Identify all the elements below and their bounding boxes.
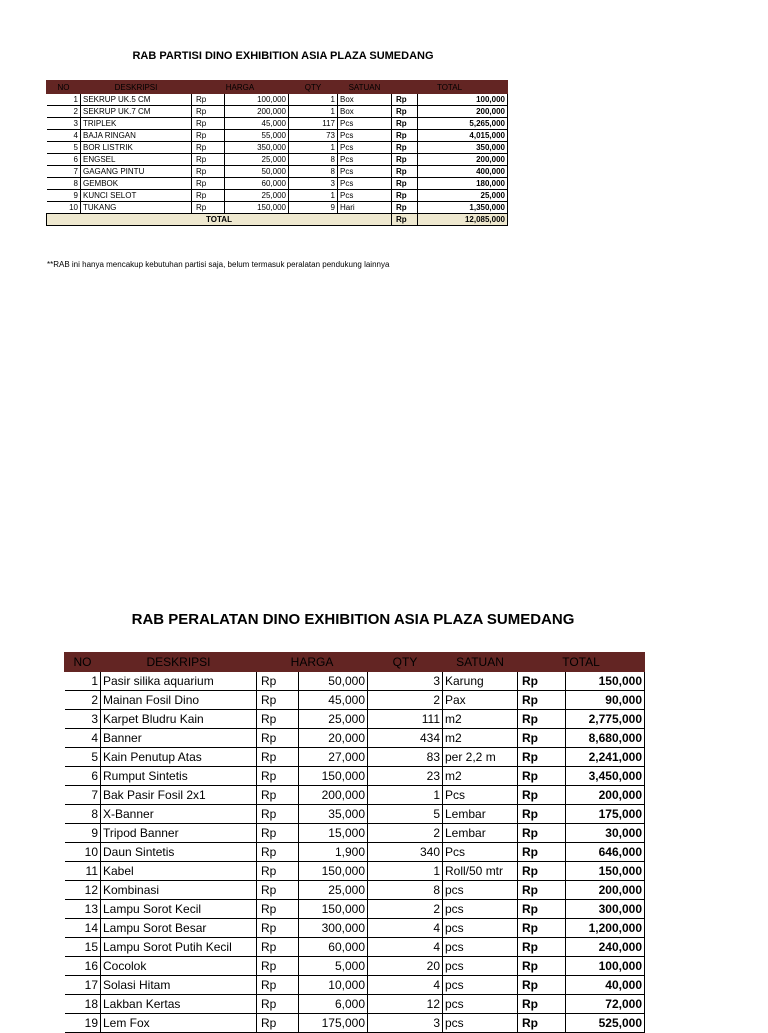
- price-currency: Rp: [192, 202, 225, 214]
- item-qty: 8: [368, 881, 443, 900]
- item-price: 50,000: [225, 166, 289, 178]
- table-row: [65, 691, 645, 710]
- item-price: 50,000: [299, 672, 368, 691]
- item-price: 6,000: [299, 995, 368, 1014]
- partisi-title: RAB PARTISI DINO EXHIBITION ASIA PLAZA SUMEDANG: [132, 50, 434, 62]
- item-total: 5,265,000: [418, 118, 508, 130]
- item-description: Daun Sintetis: [101, 843, 257, 862]
- price-currency: Rp: [257, 862, 299, 881]
- item-description: Rumput Sintetis: [101, 767, 257, 786]
- item-price: 25,000: [299, 881, 368, 900]
- total-currency: Rp: [518, 938, 566, 957]
- header-no: NO: [47, 81, 81, 94]
- price-currency: Rp: [257, 691, 299, 710]
- item-no: 2: [47, 106, 81, 118]
- item-qty: 2: [368, 691, 443, 710]
- total-currency: Rp: [518, 862, 566, 881]
- item-qty: 3: [289, 178, 338, 190]
- table-row: [65, 900, 645, 919]
- item-qty: 4: [368, 976, 443, 995]
- total-currency: Rp: [518, 976, 566, 995]
- item-unit: pcs: [443, 976, 518, 995]
- item-no: 10: [47, 202, 81, 214]
- item-no: 1: [47, 94, 81, 106]
- item-qty: 3: [368, 1014, 443, 1033]
- item-price: 200,000: [225, 106, 289, 118]
- item-unit: Lembar: [443, 805, 518, 824]
- item-price: 200,000: [299, 786, 368, 805]
- partisi-table-body: [47, 94, 508, 214]
- price-currency: Rp: [257, 919, 299, 938]
- item-description: BAJA RINGAN: [81, 130, 192, 142]
- item-total: 1,350,000: [418, 202, 508, 214]
- price-currency: Rp: [192, 130, 225, 142]
- price-currency: Rp: [257, 748, 299, 767]
- partisi-note: **RAB ini hanya mencakup kebutuhan partisi saja, belum termasuk peralatan pendukung lainnya: [47, 260, 390, 269]
- total-currency: Rp: [518, 786, 566, 805]
- item-total: 8,680,000: [566, 729, 645, 748]
- table-row: [65, 957, 645, 976]
- item-price: 1,900: [299, 843, 368, 862]
- item-no: 3: [65, 710, 101, 729]
- item-price: 35,000: [299, 805, 368, 824]
- price-currency: Rp: [192, 106, 225, 118]
- item-price: 55,000: [225, 130, 289, 142]
- item-total: 200,000: [418, 106, 508, 118]
- table-row: [65, 881, 645, 900]
- peralatan-header-row: [65, 653, 645, 672]
- price-currency: Rp: [192, 118, 225, 130]
- item-price: 150,000: [299, 767, 368, 786]
- item-unit: Pax: [443, 691, 518, 710]
- table-row: [47, 166, 508, 178]
- peralatan-table: [64, 652, 645, 1033]
- total-currency: Rp: [392, 178, 418, 190]
- item-description: Kain Penutup Atas: [101, 748, 257, 767]
- price-currency: Rp: [192, 190, 225, 202]
- item-total: 200,000: [566, 786, 645, 805]
- item-unit: pcs: [443, 881, 518, 900]
- total-currency: Rp: [518, 995, 566, 1014]
- item-unit: Box: [338, 94, 392, 106]
- item-description: Tripod Banner: [101, 824, 257, 843]
- item-no: 14: [65, 919, 101, 938]
- item-no: 19: [65, 1014, 101, 1033]
- item-no: 3: [47, 118, 81, 130]
- item-price: 60,000: [225, 178, 289, 190]
- item-no: 5: [47, 142, 81, 154]
- header-harga: HARGA: [257, 653, 368, 672]
- item-price: 300,000: [299, 919, 368, 938]
- item-description: Kabel: [101, 862, 257, 881]
- price-currency: Rp: [192, 142, 225, 154]
- item-unit: Pcs: [443, 843, 518, 862]
- total-currency: Rp: [392, 166, 418, 178]
- item-no: 9: [47, 190, 81, 202]
- item-total: 400,000: [418, 166, 508, 178]
- item-description: GEMBOK: [81, 178, 192, 190]
- peralatan-title: RAB PERALATAN DINO EXHIBITION ASIA PLAZA SUMEDANG: [131, 611, 575, 628]
- item-price: 45,000: [299, 691, 368, 710]
- total-currency: Rp: [518, 957, 566, 976]
- item-qty: 3: [368, 672, 443, 691]
- item-qty: 1: [289, 190, 338, 202]
- item-qty: 111: [368, 710, 443, 729]
- item-total: 100,000: [418, 94, 508, 106]
- item-total: 72,000: [566, 995, 645, 1014]
- item-unit: Hari: [338, 202, 392, 214]
- partisi-header-row: [47, 81, 508, 94]
- item-price: 150,000: [225, 202, 289, 214]
- item-no: 6: [47, 154, 81, 166]
- item-description: Mainan Fosil Dino: [101, 691, 257, 710]
- item-description: Lampu Sorot Putih Kecil: [101, 938, 257, 957]
- item-price: 27,000: [299, 748, 368, 767]
- total-currency: Rp: [392, 190, 418, 202]
- item-no: 10: [65, 843, 101, 862]
- total-label: TOTAL: [47, 214, 392, 226]
- item-price: 60,000: [299, 938, 368, 957]
- item-unit: Pcs: [338, 118, 392, 130]
- price-currency: Rp: [257, 957, 299, 976]
- item-unit: m2: [443, 729, 518, 748]
- item-qty: 4: [368, 919, 443, 938]
- item-total: 1,200,000: [566, 919, 645, 938]
- item-unit: Pcs: [443, 786, 518, 805]
- table-row: [65, 919, 645, 938]
- item-price: 150,000: [299, 862, 368, 881]
- price-currency: Rp: [257, 767, 299, 786]
- item-unit: pcs: [443, 900, 518, 919]
- item-total: 175,000: [566, 805, 645, 824]
- item-qty: 1: [289, 142, 338, 154]
- partisi-total-row: [47, 214, 508, 226]
- item-description: TRIPLEK: [81, 118, 192, 130]
- price-currency: Rp: [257, 786, 299, 805]
- total-currency: Rp: [518, 900, 566, 919]
- table-row: [65, 729, 645, 748]
- item-total: 300,000: [566, 900, 645, 919]
- item-description: SEKRUP UK.7 CM: [81, 106, 192, 118]
- item-unit: pcs: [443, 1014, 518, 1033]
- item-no: 15: [65, 938, 101, 957]
- item-qty: 20: [368, 957, 443, 976]
- table-row: [65, 976, 645, 995]
- item-total: 2,775,000: [566, 710, 645, 729]
- item-unit: pcs: [443, 957, 518, 976]
- total-currency: Rp: [518, 919, 566, 938]
- item-no: 4: [47, 130, 81, 142]
- item-unit: Roll/50 mtr: [443, 862, 518, 881]
- item-no: 11: [65, 862, 101, 881]
- item-description: Kombinasi: [101, 881, 257, 900]
- item-unit: Lembar: [443, 824, 518, 843]
- item-no: 9: [65, 824, 101, 843]
- item-description: X-Banner: [101, 805, 257, 824]
- item-total: 90,000: [566, 691, 645, 710]
- item-no: 1: [65, 672, 101, 691]
- item-description: Karpet Bludru Kain: [101, 710, 257, 729]
- item-price: 5,000: [299, 957, 368, 976]
- item-price: 25,000: [299, 710, 368, 729]
- item-total: 180,000: [418, 178, 508, 190]
- item-qty: 2: [368, 900, 443, 919]
- item-price: 25,000: [225, 190, 289, 202]
- item-qty: 1: [289, 94, 338, 106]
- price-currency: Rp: [257, 729, 299, 748]
- total-currency: Rp: [518, 767, 566, 786]
- item-qty: 1: [368, 862, 443, 881]
- peralatan-table-body: [65, 672, 645, 1033]
- total-currency: Rp: [518, 1014, 566, 1033]
- item-total: 100,000: [566, 957, 645, 976]
- total-currency: Rp: [392, 118, 418, 130]
- table-row: [65, 710, 645, 729]
- item-qty: 73: [289, 130, 338, 142]
- price-currency: Rp: [257, 843, 299, 862]
- item-total: 646,000: [566, 843, 645, 862]
- item-no: 8: [65, 805, 101, 824]
- item-total: 240,000: [566, 938, 645, 957]
- price-currency: Rp: [257, 976, 299, 995]
- grand-total: 12,085,000: [418, 214, 508, 226]
- table-row: [47, 154, 508, 166]
- item-unit: m2: [443, 710, 518, 729]
- price-currency: Rp: [257, 995, 299, 1014]
- item-total: 2,241,000: [566, 748, 645, 767]
- partisi-table: [46, 80, 508, 226]
- item-total: 25,000: [418, 190, 508, 202]
- item-no: 6: [65, 767, 101, 786]
- total-currency: Rp: [392, 130, 418, 142]
- item-total: 150,000: [566, 672, 645, 691]
- price-currency: Rp: [257, 938, 299, 957]
- item-no: 16: [65, 957, 101, 976]
- price-currency: Rp: [192, 94, 225, 106]
- item-description: Lem Fox: [101, 1014, 257, 1033]
- total-currency: Rp: [518, 748, 566, 767]
- table-row: [65, 786, 645, 805]
- table-row: [65, 748, 645, 767]
- item-qty: 2: [368, 824, 443, 843]
- item-price: 100,000: [225, 94, 289, 106]
- item-description: KUNCI SELOT: [81, 190, 192, 202]
- item-qty: 340: [368, 843, 443, 862]
- header-qty: QTY: [368, 653, 443, 672]
- item-description: Pasir silika aquarium: [101, 672, 257, 691]
- price-currency: Rp: [257, 710, 299, 729]
- table-row: [47, 178, 508, 190]
- item-unit: pcs: [443, 919, 518, 938]
- item-description: GAGANG PINTU: [81, 166, 192, 178]
- item-price: 20,000: [299, 729, 368, 748]
- item-description: Solasi Hitam: [101, 976, 257, 995]
- item-qty: 117: [289, 118, 338, 130]
- total-currency: Rp: [392, 202, 418, 214]
- price-currency: Rp: [192, 178, 225, 190]
- table-row: [65, 1014, 645, 1033]
- item-price: 45,000: [225, 118, 289, 130]
- item-unit: pcs: [443, 938, 518, 957]
- total-currency: Rp: [518, 881, 566, 900]
- total-currency: Rp: [518, 691, 566, 710]
- table-row: [65, 767, 645, 786]
- item-qty: 4: [368, 938, 443, 957]
- table-row: [47, 202, 508, 214]
- item-description: Lampu Sorot Besar: [101, 919, 257, 938]
- item-no: 7: [65, 786, 101, 805]
- total-currency: Rp: [518, 805, 566, 824]
- item-qty: 434: [368, 729, 443, 748]
- item-description: Cocolok: [101, 957, 257, 976]
- item-qty: 1: [368, 786, 443, 805]
- item-description: TUKANG: [81, 202, 192, 214]
- item-price: 15,000: [299, 824, 368, 843]
- item-description: Banner: [101, 729, 257, 748]
- header-total: TOTAL: [392, 81, 508, 94]
- total-currency: Rp: [518, 710, 566, 729]
- total-currency: Rp: [518, 843, 566, 862]
- item-description: BOR LISTRIK: [81, 142, 192, 154]
- price-currency: Rp: [257, 881, 299, 900]
- item-price: 150,000: [299, 900, 368, 919]
- item-price: 175,000: [299, 1014, 368, 1033]
- item-total: 200,000: [418, 154, 508, 166]
- total-currency: Rp: [518, 672, 566, 691]
- item-unit: Pcs: [338, 178, 392, 190]
- item-no: 2: [65, 691, 101, 710]
- item-no: 5: [65, 748, 101, 767]
- item-description: ENGSEL: [81, 154, 192, 166]
- item-qty: 8: [289, 154, 338, 166]
- total-currency: Rp: [392, 106, 418, 118]
- table-row: [65, 805, 645, 824]
- item-qty: 8: [289, 166, 338, 178]
- item-total: 40,000: [566, 976, 645, 995]
- header-satuan: SATUAN: [338, 81, 392, 94]
- total-currency: Rp: [392, 154, 418, 166]
- total-currency: Rp: [392, 214, 418, 226]
- price-currency: Rp: [257, 805, 299, 824]
- header-no: NO: [65, 653, 101, 672]
- table-row: [65, 995, 645, 1014]
- price-currency: Rp: [257, 824, 299, 843]
- item-no: 12: [65, 881, 101, 900]
- item-qty: 23: [368, 767, 443, 786]
- item-description: Lampu Sorot Kecil: [101, 900, 257, 919]
- header-qty: QTY: [289, 81, 338, 94]
- item-unit: Pcs: [338, 190, 392, 202]
- item-no: 17: [65, 976, 101, 995]
- table-row: [47, 106, 508, 118]
- total-currency: Rp: [392, 94, 418, 106]
- table-row: [65, 824, 645, 843]
- item-unit: Pcs: [338, 154, 392, 166]
- header-total: TOTAL: [518, 653, 645, 672]
- item-total: 350,000: [418, 142, 508, 154]
- price-currency: Rp: [257, 900, 299, 919]
- item-total: 3,450,000: [566, 767, 645, 786]
- item-price: 10,000: [299, 976, 368, 995]
- item-total: 4,015,000: [418, 130, 508, 142]
- table-row: [47, 94, 508, 106]
- item-unit: per 2,2 m: [443, 748, 518, 767]
- table-row: [47, 118, 508, 130]
- item-qty: 5: [368, 805, 443, 824]
- table-row: [47, 142, 508, 154]
- item-qty: 9: [289, 202, 338, 214]
- total-currency: Rp: [518, 729, 566, 748]
- table-row: [47, 190, 508, 202]
- item-no: 7: [47, 166, 81, 178]
- price-currency: Rp: [257, 1014, 299, 1033]
- item-no: 13: [65, 900, 101, 919]
- item-total: 30,000: [566, 824, 645, 843]
- item-description: SEKRUP UK.5 CM: [81, 94, 192, 106]
- table-row: [65, 672, 645, 691]
- item-no: 18: [65, 995, 101, 1014]
- price-currency: Rp: [192, 166, 225, 178]
- item-price: 25,000: [225, 154, 289, 166]
- price-currency: Rp: [257, 672, 299, 691]
- item-description: Lakban Kertas: [101, 995, 257, 1014]
- item-qty: 83: [368, 748, 443, 767]
- table-row: [65, 862, 645, 881]
- item-no: 4: [65, 729, 101, 748]
- item-unit: Pcs: [338, 130, 392, 142]
- item-unit: Box: [338, 106, 392, 118]
- item-total: 525,000: [566, 1014, 645, 1033]
- item-no: 8: [47, 178, 81, 190]
- table-row: [65, 843, 645, 862]
- table-row: [65, 938, 645, 957]
- item-price: 350,000: [225, 142, 289, 154]
- item-description: Bak Pasir Fosil 2x1: [101, 786, 257, 805]
- header-satuan: SATUAN: [443, 653, 518, 672]
- header-deskripsi: DESKRIPSI: [101, 653, 257, 672]
- item-qty: 1: [289, 106, 338, 118]
- item-unit: Karung: [443, 672, 518, 691]
- item-qty: 12: [368, 995, 443, 1014]
- item-unit: Pcs: [338, 166, 392, 178]
- total-currency: Rp: [392, 142, 418, 154]
- price-currency: Rp: [192, 154, 225, 166]
- item-unit: m2: [443, 767, 518, 786]
- table-row: [47, 130, 508, 142]
- item-unit: pcs: [443, 995, 518, 1014]
- item-total: 200,000: [566, 881, 645, 900]
- header-harga: HARGA: [192, 81, 289, 94]
- item-total: 150,000: [566, 862, 645, 881]
- header-deskripsi: DESKRIPSI: [81, 81, 192, 94]
- total-currency: Rp: [518, 824, 566, 843]
- item-unit: Pcs: [338, 142, 392, 154]
